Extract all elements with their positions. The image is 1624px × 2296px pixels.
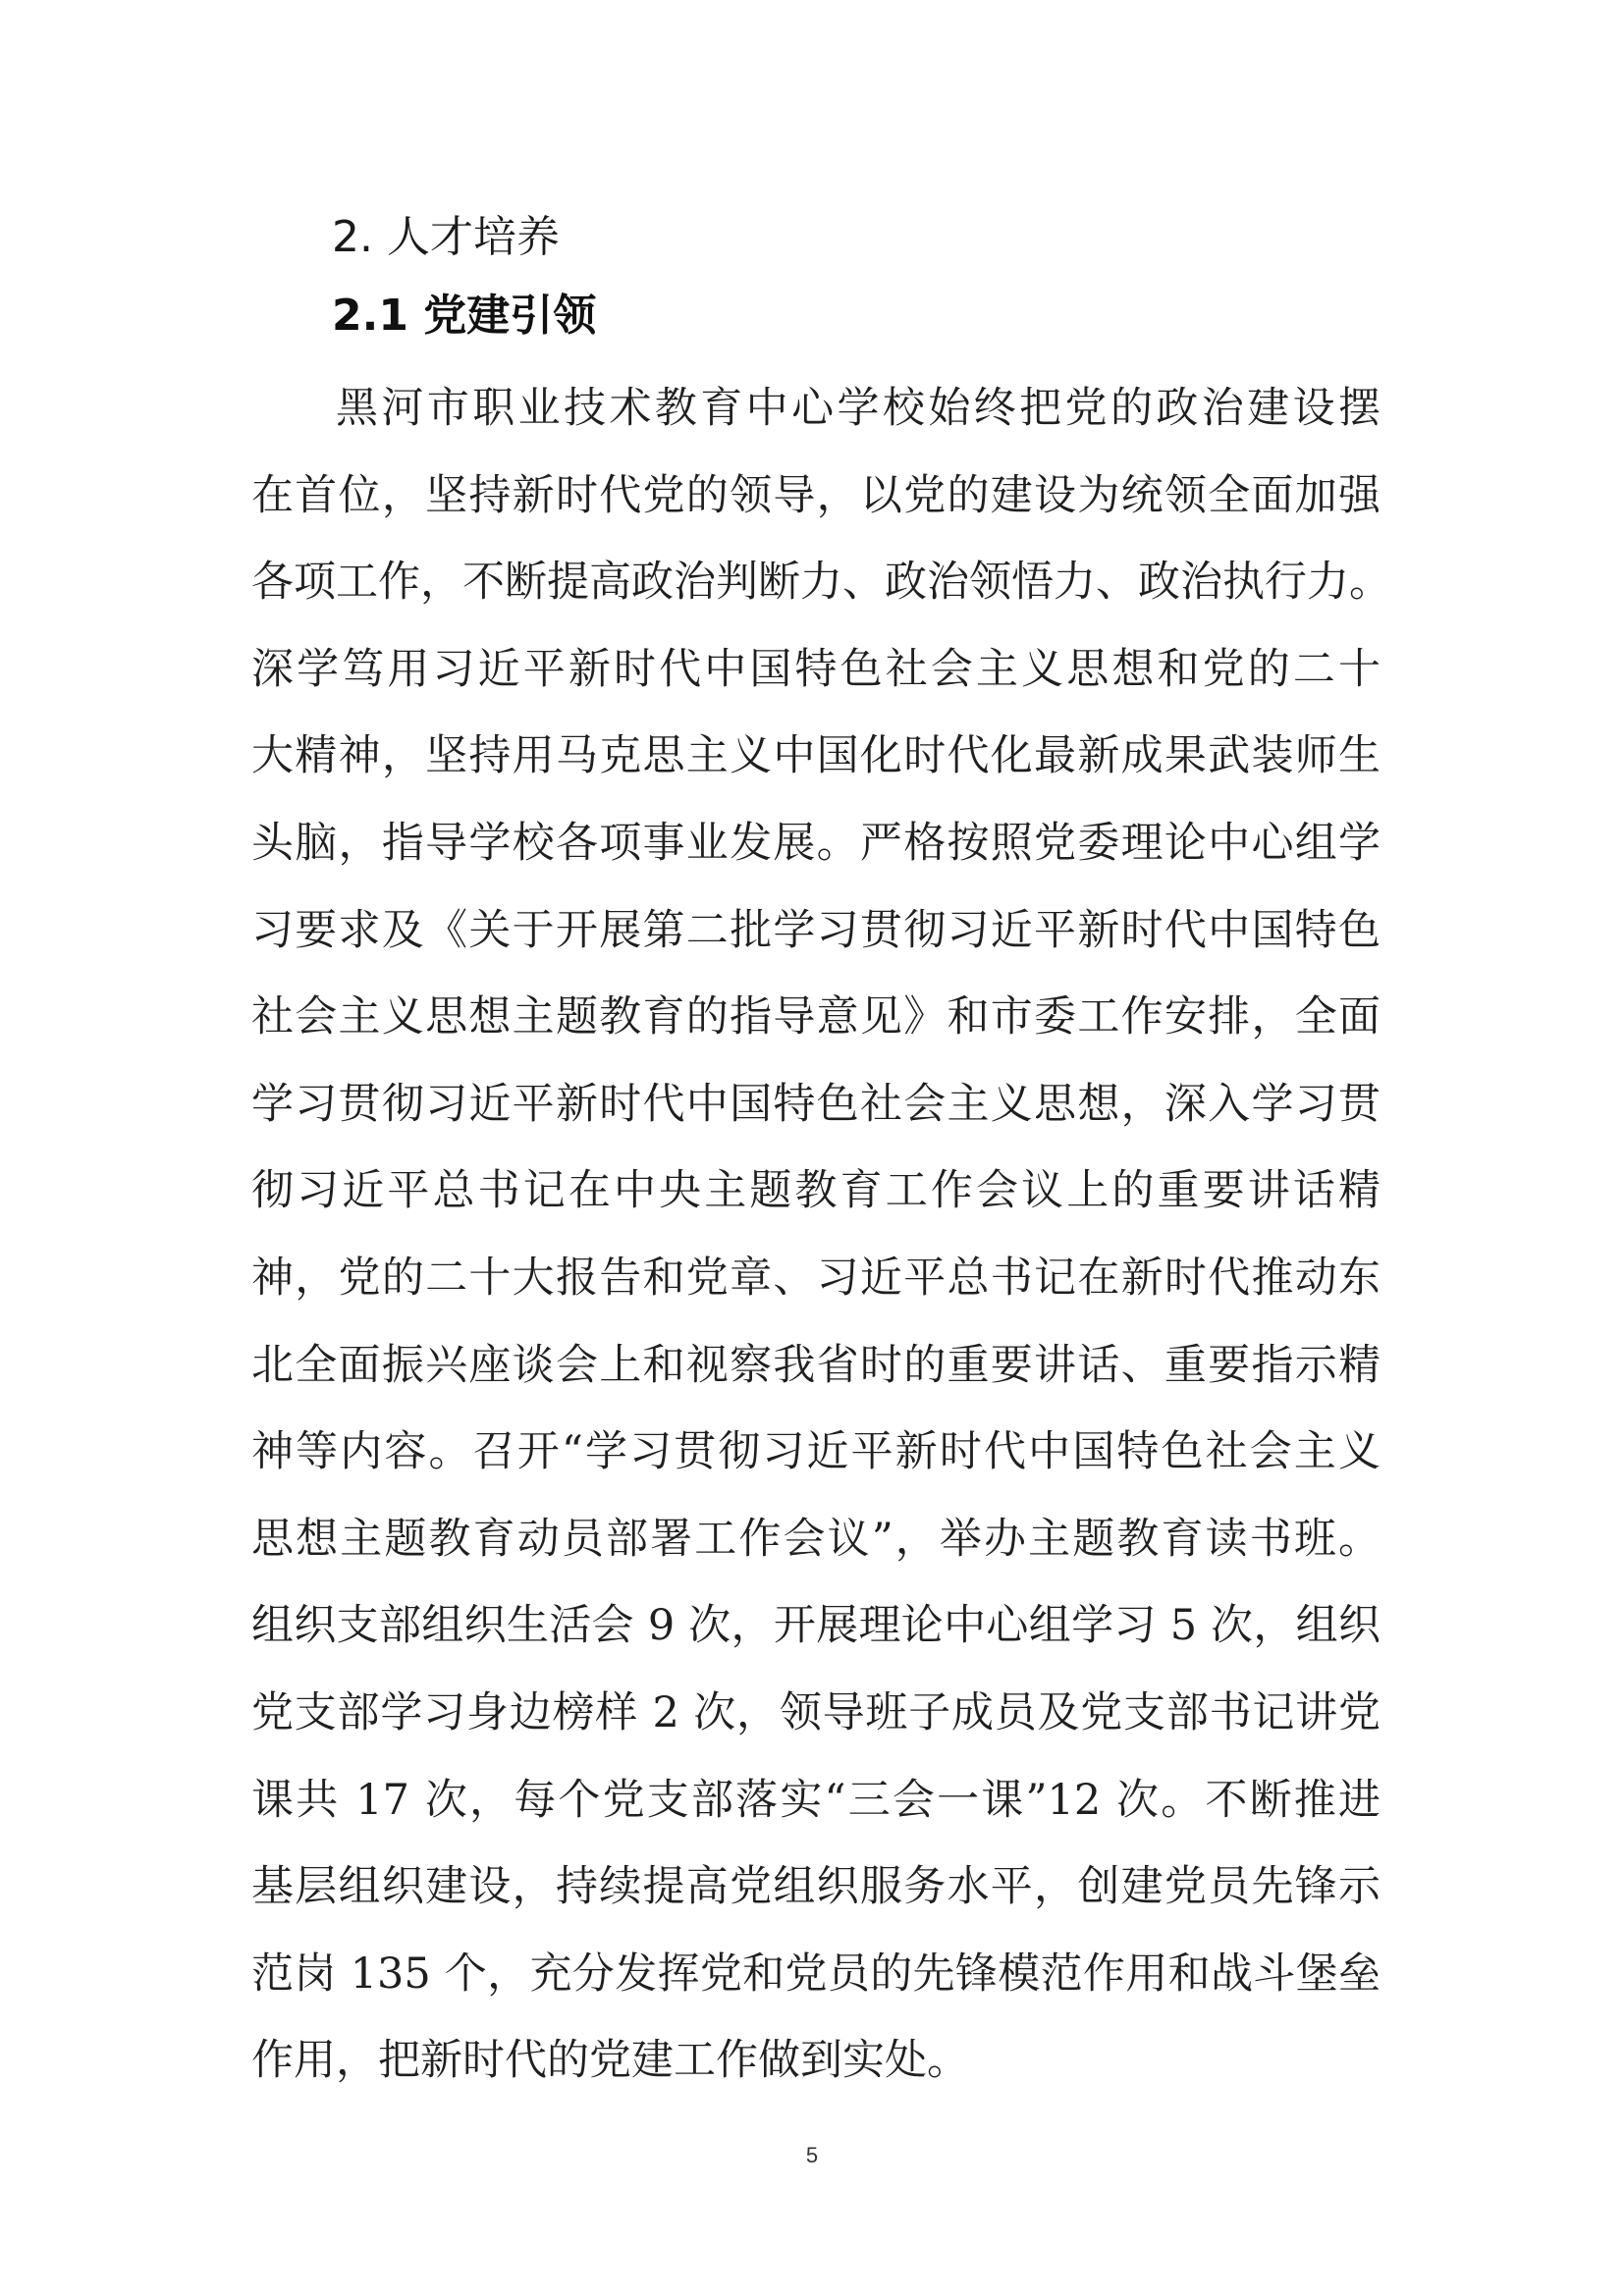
paragraph-line: 彻习近平总书记在中央主题教育工作会议上的重要讲话精 bbox=[251, 1166, 1380, 1216]
page-number: 5 bbox=[805, 2143, 819, 2167]
paragraph-line: 作用，把新时代的党建工作做到实处。 bbox=[251, 2036, 969, 2086]
paragraph-line: 在首位，坚持新时代党的领导，以党的建设为统领全面加强 bbox=[251, 470, 1380, 520]
paragraph-line: 北全面振兴座谈会上和视察我省时的重要讲话、重要指示精 bbox=[251, 1340, 1380, 1390]
paragraph-line: 学习贯彻习近平新时代中国特色社会主义思想，深入学习贯 bbox=[251, 1079, 1380, 1129]
paragraph-line: 深学笃用习近平新时代中国特色社会主义思想和党的二十 bbox=[251, 644, 1380, 694]
section-heading: 2. 人才培养 bbox=[332, 212, 560, 262]
paragraph-line: 范岗 135 个，充分发挥党和党员的先锋模范作用和战斗堡垒 bbox=[251, 1949, 1380, 1999]
paragraph-line: 黑河市职业技术教育中心学校始终把党的政治建设摆 bbox=[336, 384, 1380, 433]
paragraph-line: 大精神，坚持用马克思主义中国化时代化最新成果武装师生 bbox=[251, 731, 1380, 781]
paragraph-line: 思想主题教育动员部署工作会议”，举办主题教育读书班。 bbox=[251, 1514, 1380, 1564]
paragraph-line: 神，党的二十大报告和党章、习近平总书记在新时代推动东 bbox=[251, 1253, 1380, 1303]
paragraph-line: 各项工作，不断提高政治判断力、政治领悟力、政治执行力。 bbox=[251, 558, 1391, 608]
paragraph-line: 社会主义思想主题教育的指导意见》和市委工作安排，全面 bbox=[251, 992, 1380, 1042]
paragraph-line: 习要求及《关于开展第二批学习贯彻习近平新时代中国特色 bbox=[251, 905, 1380, 955]
paragraph-line: 课共 17 次，每个党支部落实“三会一课”12 次。不断推进 bbox=[251, 1775, 1380, 1825]
paragraph-line: 党支部学习身边榜样 2 次，领导班子成员及党支部书记讲党 bbox=[251, 1687, 1380, 1737]
paragraph-line: 神等内容。召开“学习贯彻习近平新时代中国特色社会主义 bbox=[251, 1427, 1380, 1477]
paragraph-line: 组织支部组织生活会 9 次，开展理论中心组学习 5 次，组织 bbox=[251, 1601, 1380, 1651]
paragraph-line: 基层组织建设，持续提高党组织服务水平，创建党员先锋示 bbox=[251, 1862, 1380, 1912]
body-paragraph bbox=[251, 365, 1391, 2105]
paragraph-line: 头脑，指导学校各项事业发展。严格按照党委理论中心组学 bbox=[251, 818, 1380, 868]
subsection-heading: 2.1 党建引领 bbox=[332, 291, 597, 341]
